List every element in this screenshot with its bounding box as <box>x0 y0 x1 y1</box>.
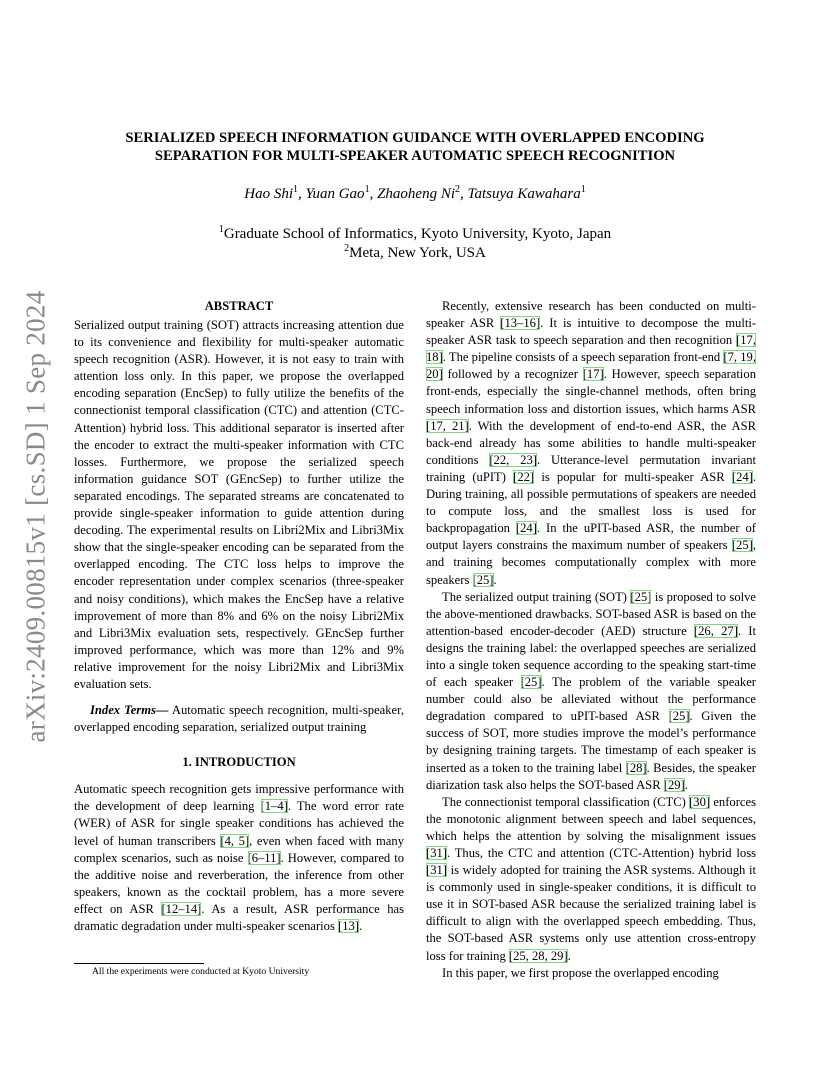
citation-link[interactable]: [7, 19, 20] <box>426 350 756 382</box>
intro-paragraph-1: Automatic speech recognition gets impressive performance with the development of deep learning [1–4]. The word error rate (WER) of ASR for single speaker conditions has achieved the level of human transcribers [4, 5], even when faced with many complex scenarios, such as noise [6–11]. However, compared to the additive noise and reverberation, the inference from other speakers, known as the cocktail problem, has a more severe effect on ASR [12–14]. As a result, ASR performance has dramatic degradation under multi-speaker scenarios [13]. <box>74 782 405 933</box>
citation-link[interactable]: [25] <box>668 709 690 724</box>
abstract-heading: ABSTRACT <box>204 299 274 313</box>
citation-link[interactable]: [13–16] <box>500 316 541 331</box>
citation-link[interactable]: [22] <box>513 469 535 484</box>
author-name: Zhaoheng Ni <box>377 186 455 202</box>
citation-link[interactable]: [26, 27] <box>693 623 738 638</box>
affiliation-line <box>74 244 756 263</box>
citation-link[interactable]: [1–4] <box>260 799 288 814</box>
intro-paragraph-4: The connectionist temporal classification (CTC) [30] enforces the monotonic alignment between speech and label sequences, which helps the attention by solving the misalignment issues [31]. Thus, the CTC and attention (CTC-Attention) hybrid loss [31] is widely adopted for training the ASR systems. Although it is commonly used in single-speaker conditions, it is difficult to use it in SOT-based ASR because the serialized training label is difficult to align with the overlapped speech embedding. Thus, the SOT-based ASR systems only use attention cross-entropy loss for training [25, 28, 29]. <box>426 794 756 963</box>
author-affiliation-mark: 2 <box>455 184 460 195</box>
citation-link[interactable]: [28] <box>625 760 647 775</box>
author-name: Tatsuya Kawahara <box>467 186 581 202</box>
citation-link[interactable]: [17] <box>582 367 604 382</box>
author-name: Hao Shi <box>244 186 293 202</box>
citation-link[interactable]: [25] <box>630 589 652 604</box>
intro-paragraph-2: Recently, extensive research has been conducted on multi-speaker ASR [13–16]. It is intuitive to decompose the multi-speaker ASR task to speech separation and then recognition [17, 18]. The pipeline consists of a speech separation front-end [7, 19, 20] followed by a recognizer [17]. However, speech separation front-ends, especially the single-channel methods, often bring speech information loss and distortion issues, which harms ASR [17, 21]. With the development of end-to-end ASR, the ASR back-end already has some abilities to handle multi-speaker conditions [22, 23]. Utterance-level permutation invariant training (uPIT) [22] is popular for multi-speaker ASR [24]. During training, all possible permutations of speakers are needed to compute loss, and the smallest loss is used for backpropagation [24]. In the uPIT-based ASR, the number of output layers constrains the maximum number of speakers [25], and training becomes computationally complex with more speakers [25]. <box>426 299 757 587</box>
citation-link[interactable]: [25] <box>520 675 542 690</box>
citation-link[interactable]: [6–11] <box>247 850 281 865</box>
author-affiliation-mark: 1 <box>293 184 298 195</box>
author-affiliation-mark: 1 <box>580 184 586 195</box>
paper-title-line-2: SEPARATION FOR MULTI-SPEAKER AUTOMATIC SPEECH RECOGNITION <box>154 148 676 164</box>
affiliation-text: Graduate School of Informatics, Kyoto University, Kyoto, Japan <box>223 226 612 242</box>
citation-link[interactable]: [22, 23] <box>489 452 537 467</box>
citation-link[interactable]: [29] <box>663 777 685 792</box>
affiliation-line <box>74 225 756 244</box>
citation-link[interactable]: [17, 18] <box>426 333 756 365</box>
paper-title-line-1: SERIALIZED SPEECH INFORMATION GUIDANCE WITH OVERLAPPED ENCODING <box>125 130 705 146</box>
paper-title <box>74 129 756 165</box>
footnote-rule <box>74 963 204 964</box>
citation-link[interactable]: [25] <box>731 538 753 553</box>
arxiv-identifier-text: arXiv:2409.00815v1 [cs.SD] 1 Sep 2024 <box>20 289 51 743</box>
citation-link[interactable]: [13] <box>338 919 359 933</box>
affiliation-mark: 1 <box>218 224 224 235</box>
abstract-text: Serialized output training (SOT) attracts increasing attention due to its convenience and flexibility for multi-speaker automatic speech recognition (ASR). However, it is not easy to train with attention loss only. In this paper, we propose the overlapped encoding separation (EncSep) to fully utilize the benefits of the connectionist temporal classification (CTC) and attention (CTC-Attention) hybrid loss. This additional separator is inserted after the encoder to extract the multi-speaker information with CTC losses. Furthermore, we propose the serialized speech information guidance SOT (GEncSep) to further utilize the separated encodings. The separated streams are concatenated to provide single-speaker information to guide attention during decoding. The experimental results on Libri2Mix and Libri3Mix show that the single-speaker encoding can be separated from the overlapped encoding. The CTC loss helps to improve the encoder representation under complex scenarios (three-speaker and noisy conditions), which makes the EncSep have a relative improvement of more than 8% and 6% on the noisy Libri2Mix and Libri3Mix evaluation sets, respectively. GEncSep further improved performance, which was more than 12% and 9% relative improvement for the noisy Libri2Mix and Libri3Mix evaluation sets. <box>74 318 404 691</box>
citation-link[interactable]: [17, 21] <box>426 418 469 433</box>
affiliation-mark: 2 <box>344 243 350 254</box>
citation-link[interactable]: [24] <box>731 469 753 484</box>
left-column <box>74 298 404 935</box>
citation-link[interactable]: [31] <box>426 846 447 860</box>
index-terms-text: Automatic speech recognition, multi-speaker, overlapped encoding separation, serialized output training <box>74 703 404 735</box>
intro-paragraph-3: The serialized output training (SOT) [25] is proposed to solve the above-mentioned drawbacks. SOT-based ASR is based on the attention-based encoder-decoder (AED) structure [26, 27]. It designs the training label: the overlapped speeches are serialized into a single token sequence according to the speaking start-time of each speaker [25]. The problem of the variable speaker number could also be alleviated without the performance degradation compared to uPIT-based ASR [25]. Given the success of SOT, more studies improve the model’s performance by designing training targets. The timestamp of each speaker is inserted as a token to the training label [28]. Besides, the speaker diarization task also helps the SOT-based ASR [29]. <box>426 589 756 792</box>
citation-link[interactable]: [30] <box>689 794 711 809</box>
arxiv-identifier <box>8 289 64 743</box>
citation-link[interactable]: [24] <box>515 521 537 536</box>
citation-link[interactable]: [25] <box>472 572 494 587</box>
citation-link[interactable]: [12–14] <box>161 901 202 916</box>
affiliation-text: Meta, New York, USA <box>349 245 486 261</box>
footnote: All the experiments were conducted at Kyoto University <box>92 966 310 977</box>
author-name: Yuan Gao <box>305 186 365 202</box>
citation-link[interactable]: [31] <box>426 863 447 878</box>
introduction-heading: 1. INTRODUCTION <box>182 755 296 770</box>
citation-link[interactable]: [4, 5] <box>220 833 250 848</box>
index-terms <box>74 702 404 736</box>
index-terms-label: Index Terms— <box>90 703 169 718</box>
affiliations <box>74 225 756 263</box>
author-affiliation-mark: 1 <box>364 184 370 195</box>
author-list: Hao Shi$^1$, Yuan Gao$^1$, Zhaoheng Ni$^2$, Tatsuya Kawahara$^1$ <box>244 184 586 202</box>
right-column <box>426 298 756 982</box>
intro-paragraph-5: In this paper, we first propose the overlapped encoding <box>442 965 719 980</box>
citation-link[interactable]: [25, 28, 29] <box>508 948 568 963</box>
